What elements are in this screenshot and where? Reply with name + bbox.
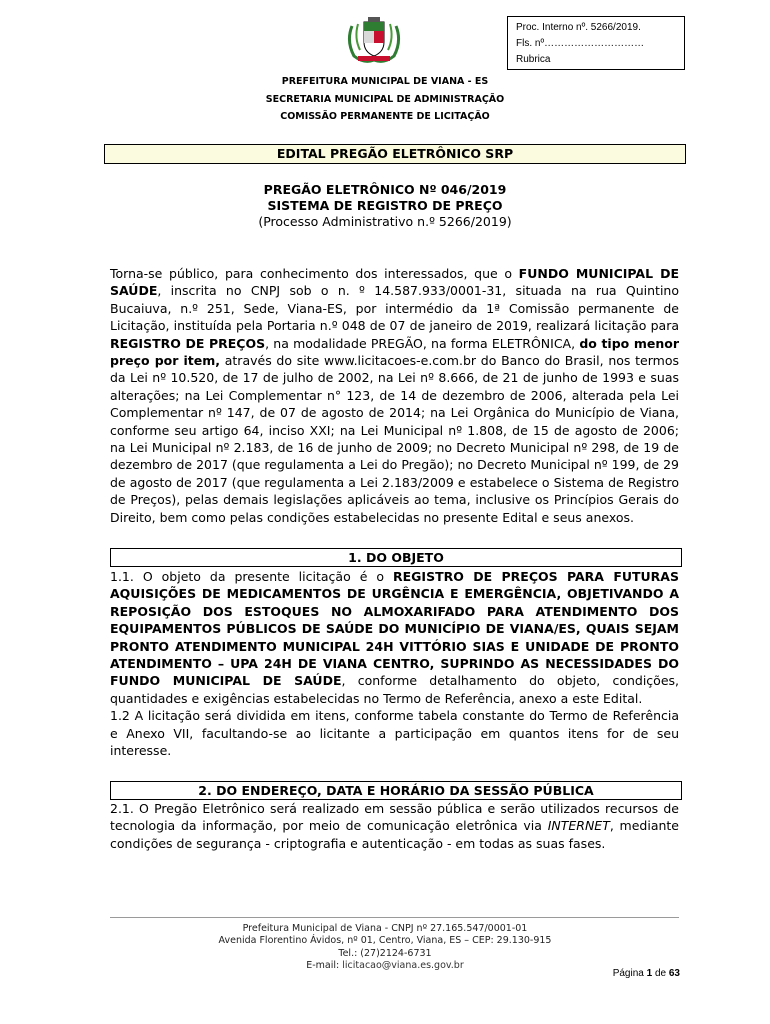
process-reference: (Processo Administrativo n.º 5266/2019) (258, 214, 512, 229)
footer-email-link[interactable]: licitacao@viana.es.gov.br (342, 960, 464, 972)
commission-name: COMISSÃO PERMANENTE DE LICITAÇÃO (280, 111, 490, 122)
clause-1-1: 1.1. O objeto da presente licitação é o REGISTRO DE PREÇOS PARA FUTURAS AQUISIÇÕES DE MEDICAMENTOS DE URGÊNCIA E EMERGÊNCIA, OBJETIVANDO A REPOSIÇÃO DOS ESTOQUES NO ALMOXARIFADO PARA ATENDIMENTO DOS EQUIPAMENTOS PÚBLICOS DE SAÚDE DO MUNICÍPIO DE VIANA/ES, QUAIS SEJAM PRONTO ATENDIMENTO MUNICIPAL 24H VITTÓRIO SIAS E UNIDADE DE PRONTO ATENDIMENTO – UPA 24H DE VIANA CENTRO, SUPRINDO AS NECESSIDADES DO FUNDO MUNICIPAL DE SAÚDE, conforme detalhamento do objeto, condições, quantidades e exigências estabelecidas no Termo de Referência, anexo a este Edital. (110, 569, 679, 706)
pregao-number-title: PREGÃO ELETRÔNICO Nº 046/2019 (263, 182, 507, 197)
intro-paragraph: Torna-se público, para conhecimento dos interessados, que o FUNDO MUNICIPAL DE SAÚDE, inscrita no CNPJ sob o n. º 14.587.933/0001-31, situada na rua Quintino Bucaiuva, n.º 251, Sede, Viana-ES, por intermédio da 1ª Comissão permanente de Licitação, instituída pela Portaria n.º 048 de 07 de janeiro de 2019, realizará licitação para REGISTRO DE PREÇOS, na modalidade PREGÃO, na forma ELETRÔNICA, do tipo menor preço por item, através do site www.licitacoes-e.com.br do Banco do Brasil, nos termos da Lei nº 10.520, de 17 de julho de 2002, na Lei nº 8.666, de 21 de junho de 1993 e suas alterações; na Lei Complementar n° 123, de 14 de dezembro de 2006, alterada pela Lei Complementar nº 147, de 07 de agosto de 2014; na Lei Orgânica do Município de Viana, conforme seu artigo 64, inciso XXI; na Lei Municipal nº 1.808, de 15 de agosto de 2006; na Lei Municipal nº 2.183, de 16 de junho de 2009; no Decreto Municipal nº 298, de 19 de dezembro de 2017 (que regulamenta a Lei do Pregão); no Decreto Municipal nº 199, de 29 de agosto de 2017 (que regulamenta a Lei 2.183/2009 e estabelece o Sistema de Registro de Preços), pelas demais legislações aplicáveis ao tema, inclusive os Princípios Gerais do Direito, bem como pelas condições estabelecidas no presente Edital e seus anexos. (110, 266, 680, 525)
srp-title: SISTEMA DE REGISTRO DE PREÇO (267, 198, 503, 213)
municipal-crest-icon (344, 16, 404, 66)
section-1-body (110, 568, 679, 759)
footer-divider (110, 917, 679, 918)
section-1-heading: 1. DO OBJETO (110, 548, 682, 567)
page-indicator: Página 1 de 63 (612, 968, 680, 979)
signature-field: Rubrica (516, 54, 551, 65)
footer-phone: Tel.: (27)2124-6731 (338, 947, 432, 959)
process-number: Proc. Interno nº. 5266/2019. (516, 22, 641, 33)
section-2-heading: 2. DO ENDEREÇO, DATA E HORÁRIO DA SESSÃO PÚBLICA (110, 781, 682, 800)
clause-1-2: 1.2 A licitação será dividida em itens, conforme tabela constante do Termo de Referência e Anexo VII, facultando-se ao licitante a participação em quantos itens for de seu interesse. (110, 708, 679, 759)
footer-cnpj: Prefeitura Municipal de Viana - CNPJ nº 27.165.547/0001-01 (242, 923, 528, 934)
pages-field: Fls. nº………………………… (516, 38, 645, 49)
footer-email: E-mail: licitacao@viana.es.gov.br (306, 960, 464, 972)
institution-name: PREFEITURA MUNICIPAL DE VIANA - ES (281, 76, 489, 87)
section-2-body (110, 800, 679, 852)
current-page: 1 (646, 968, 653, 979)
total-pages: 63 (668, 968, 680, 979)
secretariat-name: SECRETARIA MUNICIPAL DE ADMINISTRAÇÃO (265, 94, 505, 105)
clause-2-1: 2.1. O Pregão Eletrônico será realizado em sessão pública e serão utilizados recursos de tecnologia da informação, por meio de comunicação eletrônica via INTERNET, mediante condições de segurança - criptografia e autenticação - em todas as suas fases. (110, 801, 679, 851)
process-info-box (507, 16, 685, 70)
page-footer (0, 923, 770, 973)
footer-address: Avenida Florentino Ávidos, nº 01, Centro, Viana, ES – CEP: 29.130-915 (218, 935, 552, 947)
edital-title-banner: EDITAL PREGÃO ELETRÔNICO SRP (104, 144, 686, 164)
